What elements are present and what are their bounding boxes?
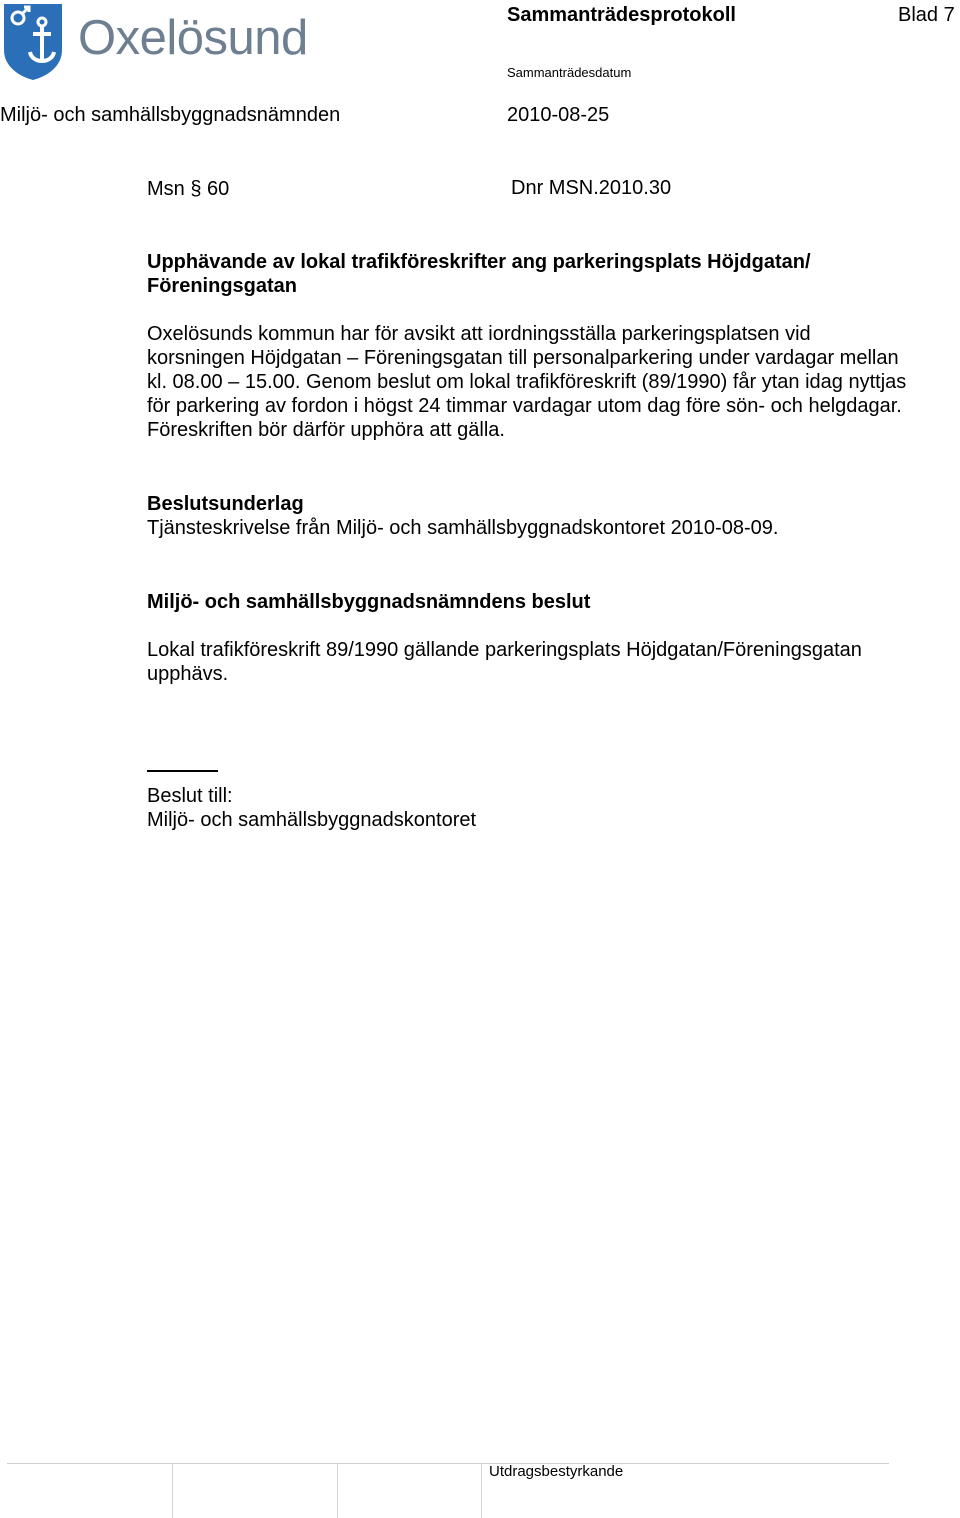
- separator-rule: [147, 770, 218, 772]
- municipality-logo: [0, 0, 345, 82]
- basis-heading: Beslutsunderlag: [147, 493, 304, 515]
- distribution-label: Beslut till:: [147, 785, 233, 807]
- item-body: Oxelösunds kommun har för avsikt att iordningsställa parkeringsplatsen vid korsningen Höjdgatan – Föreningsgatan till personalparkering under vardagar mellan kl. 08.00 – 15.00. Genom beslut om lokal trafikföreskrift (89/1990) får ytan idag nyttjas för parkering av fordon i högst 24 timmar vardagar utom dag före sön- och helgdagar. Föreskriften bör därför upphöra att gälla.: [147, 323, 907, 441]
- coat-of-arms-icon: [2, 2, 64, 82]
- decision-text: Lokal trafikföreskrift 89/1990 gällande parkeringsplats Höjdgatan/Föreningsgatan upphävs.: [147, 639, 862, 685]
- distribution-recipient: Miljö- och samhällsbyggnadskontoret: [147, 809, 477, 831]
- case-number: Dnr MSN.2010.30: [511, 177, 672, 199]
- paragraph-number: Msn § 60: [147, 178, 230, 200]
- page-number: Blad 7: [898, 4, 955, 26]
- certification-label: Utdragsbestyrkande: [489, 1463, 624, 1480]
- footer-divider: [337, 1464, 338, 1518]
- committee-name: Miljö- och samhällsbyggnadsnämnden: [0, 104, 341, 126]
- footer-divider: [481, 1464, 482, 1518]
- footer-rule: [7, 1463, 889, 1464]
- decision-heading: Miljö- och samhällsbyggnadsnämndens beslut: [147, 591, 591, 613]
- item-title: Upphävande av lokal trafikföreskrifter ang parkeringsplats Höjdgatan/ Föreningsgatan: [147, 251, 811, 297]
- document-type-title: Sammanträdesprotokoll: [507, 4, 736, 26]
- basis-text: Tjänsteskrivelse från Miljö- och samhällsbyggnadskontoret 2010-08-09.: [147, 517, 779, 539]
- footer-divider: [172, 1464, 173, 1518]
- logo-wordmark: Oxelösund: [78, 11, 308, 65]
- meeting-date-label: Sammanträdesdatum: [507, 65, 632, 80]
- meeting-date: 2010-08-25: [507, 104, 610, 126]
